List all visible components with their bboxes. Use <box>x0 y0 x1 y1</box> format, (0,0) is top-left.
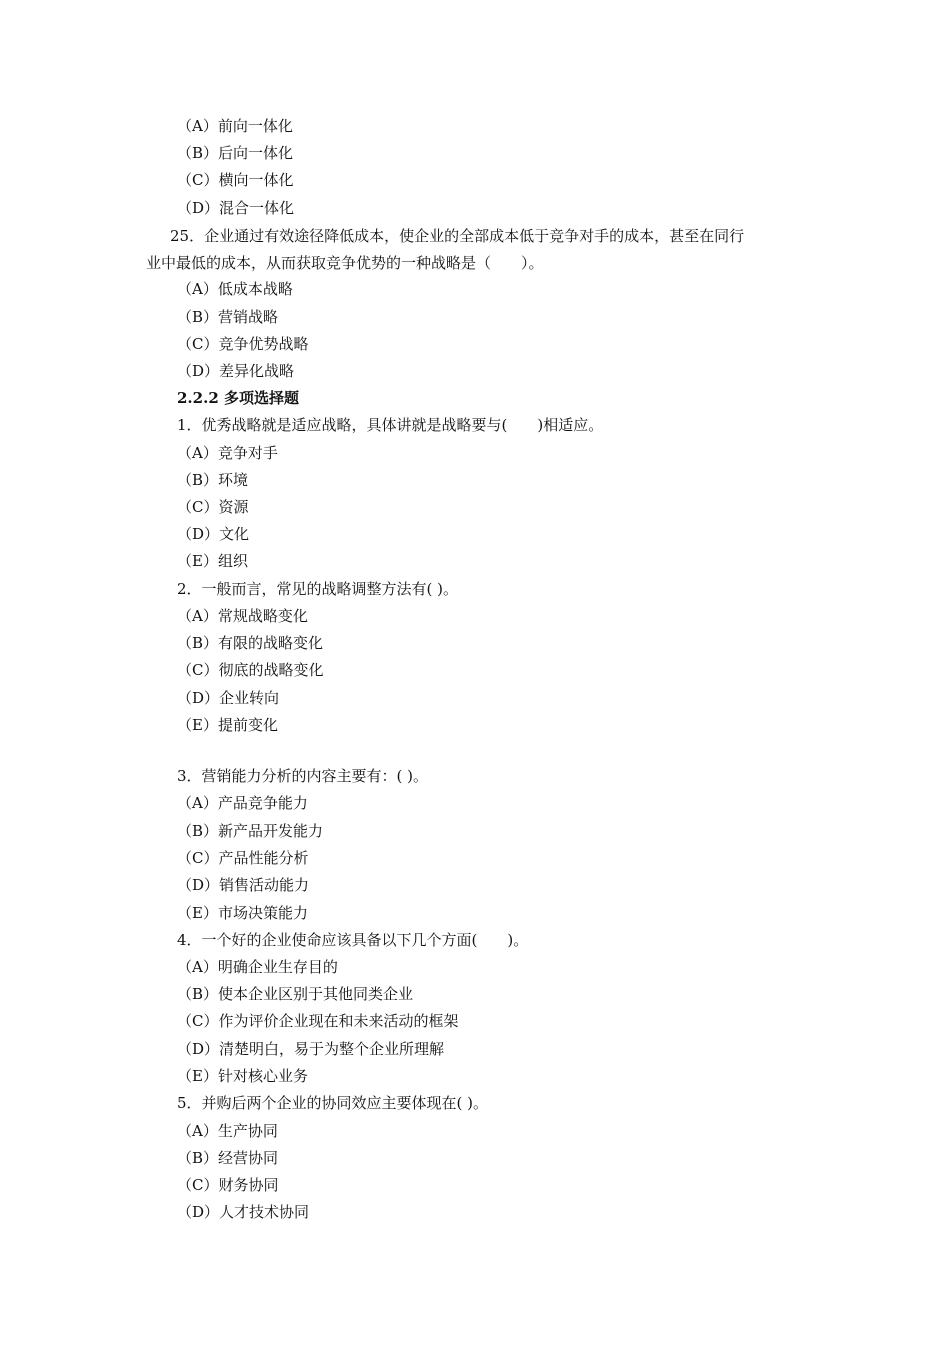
mq2-option-d: （D）企业转向 <box>177 689 280 707</box>
mq4-option-c: （C）作为评价企业现在和未来活动的框架 <box>177 1012 459 1030</box>
mq5-option-b: （B）经营协同 <box>177 1149 279 1167</box>
mq1-option-e: （E）组织 <box>177 552 248 570</box>
q25-stem-line2: 业中最低的成本，从而获取竞争优势的一种战略是（ ）。 <box>146 254 544 272</box>
mq4-option-d: （D）清楚明白，易于为整个企业所理解 <box>177 1040 445 1058</box>
mq1-option-d: （D）文化 <box>177 525 250 543</box>
mq1-option-a: （A）竞争对手 <box>177 444 278 462</box>
q25-option-b: （B）营销战略 <box>177 308 279 326</box>
section-heading: 2.2.2 多项选择题 <box>177 389 299 407</box>
q25-option-a: （A）低成本战略 <box>177 280 293 298</box>
mq1-option-c: （C）资源 <box>177 498 249 516</box>
mq4-option-e: （E）针对核心业务 <box>177 1067 308 1085</box>
mq3-stem: 3．营销能力分析的内容主要有：( )。 <box>177 767 429 785</box>
mq4-stem: 4．一个好的企业使命应该具备以下几个方面( )。 <box>177 931 529 949</box>
mq2-option-e: （E）提前变化 <box>177 716 278 734</box>
mq5-option-c: （C）财务协同 <box>177 1176 279 1194</box>
mq5-option-a: （A）生产协同 <box>177 1122 278 1140</box>
mq3-option-d: （D）销售活动能力 <box>177 876 310 894</box>
mq2-stem: 2．一般而言，常见的战略调整方法有( )。 <box>177 580 459 598</box>
mq4-option-b: （B）使本企业区别于其他同类企业 <box>177 985 414 1003</box>
mq3-option-e: （E）市场决策能力 <box>177 904 308 922</box>
mq4-option-a: （A）明确企业生存目的 <box>177 958 338 976</box>
q24-option-a: （A）前向一体化 <box>177 117 293 135</box>
q24-option-c: （C）横向一体化 <box>177 171 294 189</box>
mq3-option-a: （A）产品竞争能力 <box>177 794 308 812</box>
mq5-stem: 5．并购后两个企业的协同效应主要体现在( )。 <box>177 1094 489 1112</box>
mq5-option-d: （D）人才技术协同 <box>177 1203 310 1221</box>
mq1-stem: 1．优秀战略就是适应战略，具体讲就是战略要与( )相适应。 <box>177 416 604 434</box>
mq3-option-b: （B）新产品开发能力 <box>177 822 324 840</box>
q25-option-d: （D）差异化战略 <box>177 362 295 380</box>
mq2-option-a: （A）常规战略变化 <box>177 607 308 625</box>
q25-option-c: （C）竞争优势战略 <box>177 335 309 353</box>
mq2-option-c: （C）彻底的战略变化 <box>177 661 324 679</box>
q24-option-b: （B）后向一体化 <box>177 144 294 162</box>
q24-option-d: （D）混合一体化 <box>177 199 295 217</box>
mq1-option-b: （B）环境 <box>177 471 249 489</box>
mq3-option-c: （C）产品性能分析 <box>177 849 309 867</box>
q25-stem-line1: 25．企业通过有效途径降低成本，使企业的全部成本低于竞争对手的成本，甚至在同行 <box>170 227 745 245</box>
mq2-option-b: （B）有限的战略变化 <box>177 634 324 652</box>
